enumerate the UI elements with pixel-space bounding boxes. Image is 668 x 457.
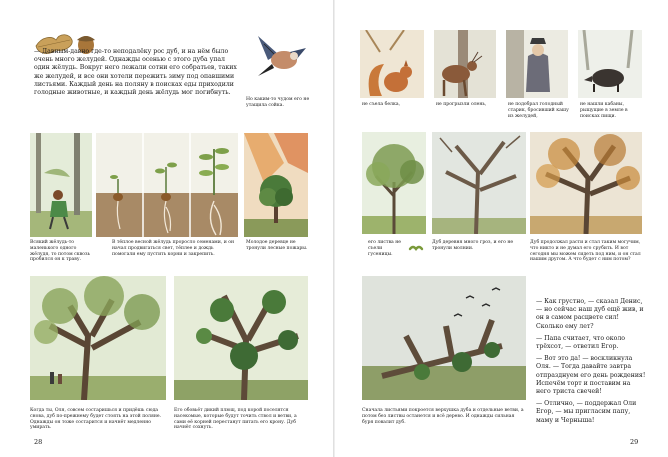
bird-caption: Но каким-то чудом его не утащила сойка. — [246, 97, 310, 108]
old-man-illustration — [506, 30, 568, 98]
page-number-left: 28 — [34, 438, 43, 446]
deer-illustration — [434, 30, 496, 98]
fallen-caption: Сначала листьями покроется верхушка дуба и отдельные ветви, а потом без листвы останется и всё дерево. И однажды сильная буря повалит дуб. — [362, 408, 524, 425]
tree-caption-caterpillars: его листва не съели гусеницы. — [368, 240, 402, 257]
dialogue-line-1: — Как грустно, — сказал Денис, — но сейчас наш дуб ещё жив, и он в самом расцвете сил! Сколько ему лет? — [536, 298, 644, 330]
dialogue-block — [536, 298, 646, 425]
girl-in-forest-illustration — [30, 133, 92, 237]
animal-caption-boars: не нашли кабаны, рыщущие в земле в поисках пищи. — [580, 102, 628, 119]
tree-caption-storm: Дуб деревня много гроз, и его не тронули молнии. — [432, 240, 514, 251]
boars-illustration — [578, 30, 642, 98]
animal-caption-deer: не прогрызли олень, — [436, 102, 487, 107]
bottom-caption-2: Его обовьёт дикий плющ, под корой поселятся насекомые, которые будут точить ствол и ветви, а сами её корней перестанут питать его крону. Дуб начнёт сохнуть. — [174, 408, 297, 431]
dialogue-line-3: — Вот это да! — воскликнула Оля. — Тогда давайте завтра отпразднуем его день рождения! Испечём торт и поставим на него триста свечей! — [536, 355, 646, 396]
animal-caption-old-man: не подобрал голодный старик, бросивший кашу из желудей, — [508, 102, 569, 119]
dialogue-line-4: — Отлично, — поддержал Оли Егор, — мы пригласим папу, маму и Черныша! — [536, 400, 637, 424]
fallen-oak-illustration — [362, 276, 526, 400]
dialogue-line-2: — Папа считает, что около трёхсот, — ответил Егор. — [536, 334, 626, 351]
sprout-caption-1: Всякий жёлудь-то маленького одного жёлудя, то потом сквозь пробился он к траву. — [30, 240, 90, 263]
storm-tree-illustration — [432, 132, 526, 234]
autumn-oak-illustration — [530, 132, 642, 234]
squirrel-illustration — [360, 30, 424, 98]
sprout-growth-illustration — [96, 133, 238, 237]
bottom-caption-1: Когда ты, Оля, совсем состаришься и придёшь сюда снова, дуб по-прежнему будет стоять на этой поляне. Однажды он тоже состарится и начнёт медленно умирать. — [30, 408, 162, 431]
page-number-right: 29 — [630, 438, 639, 446]
caterpillar-tree-illustration — [362, 132, 426, 234]
intro-text: — Давным-давно где-то неподалёку рос дуб, и на нём было очень много желудей. Однажды осенью с этого дуба упал один жёлудь. Вокруг него лежали сотни его собратьев, таких же желудей, и все они хотели пережить зиму под опавшими листьями. Каждый день на поляну в поисках еды приходили голодные животные, и каждый день жёлудь мог погибнуть. — [34, 48, 237, 97]
sprout-caption-2: В тёплое весной жёлудь проросло семенами, и он начал продвигаться свет, тёплее и дождь помогали ему пустить корни и закрепить. — [112, 240, 235, 257]
young-tree-fire-illustration — [244, 133, 308, 237]
book-spine — [333, 0, 335, 457]
tree-caption-autumn: Дуб продолжал расти и стал таким могучим, что никто и не думал его срубить. И вот сегодня мы можем сидеть под ним, и он стал нашим другом. А что будет с ним потом? — [530, 240, 641, 263]
ivy-covered-oak-illustration — [174, 276, 308, 400]
animal-caption-squirrel: не съела белка, — [362, 102, 401, 107]
jay-bird-illustration — [250, 30, 310, 82]
old-oak-children-illustration — [30, 276, 166, 400]
caterpillar-icon — [408, 238, 424, 248]
sprout-caption-3: Молодое деревце не тронули лесные пожары. — [246, 240, 308, 251]
